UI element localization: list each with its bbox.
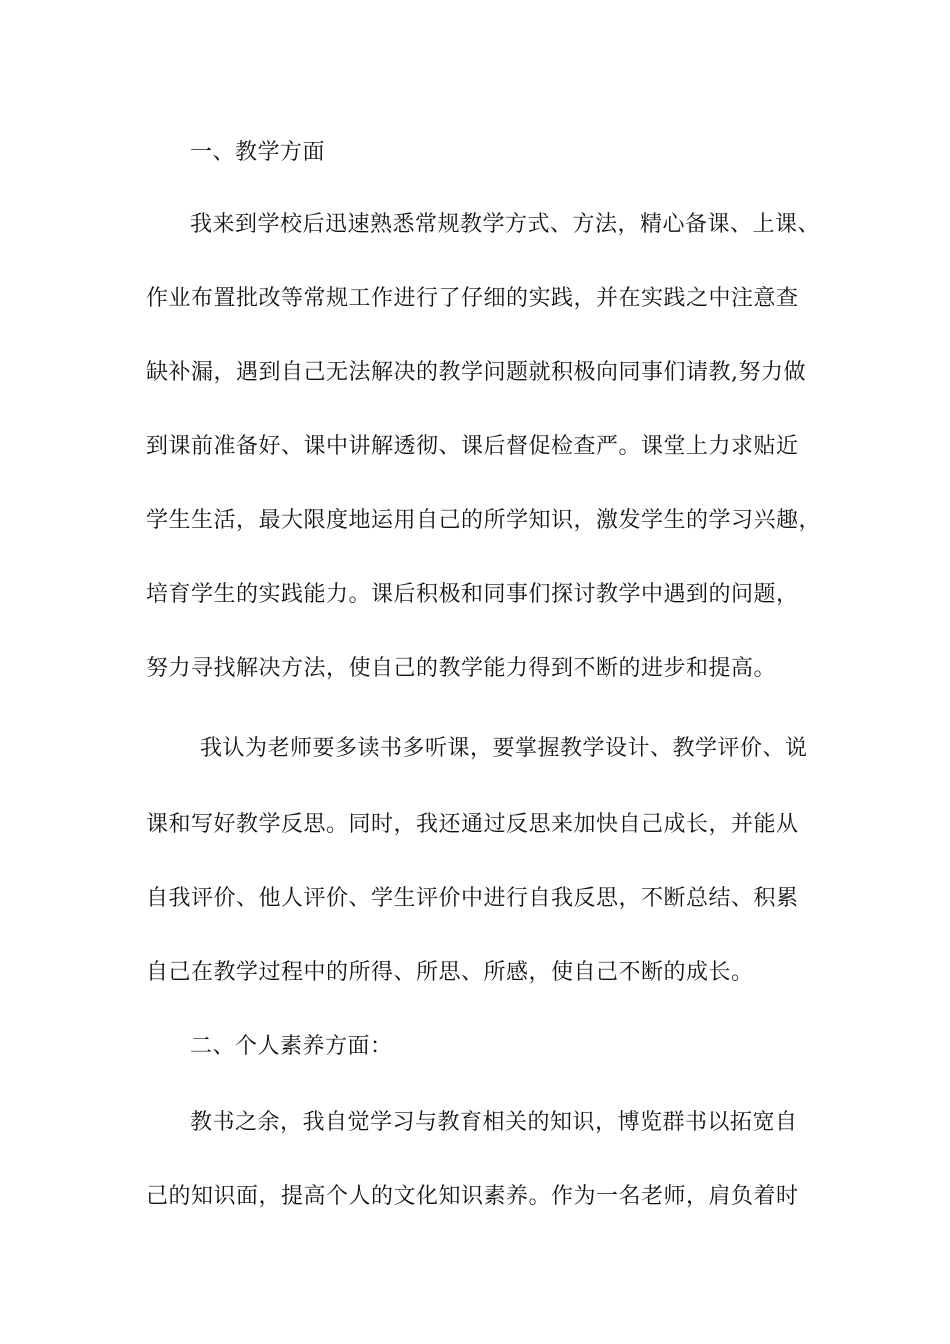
paragraph-line: 培育学生的实践能力。课后积极和同事们探讨教学中遇到的问题， xyxy=(146,582,799,607)
paragraph-line: 我认为老师要多读书多听课，要掌握教学设计、教学评价、说 xyxy=(200,736,808,761)
paragraph-line: 自己在教学过程中的所得、所思、所感，使自己不断的成长。 xyxy=(146,960,754,985)
paragraph-line: 作业布置批改等常规工作进行了仔细的实践，并在实践之中注意查 xyxy=(146,286,799,311)
paragraph-line: 己的知识面，提高个人的文化知识素养。作为一名老师，肩负着时 xyxy=(146,1184,799,1209)
paragraph-line: 教书之余，我自觉学习与教育相关的知识，博览群书以拓宽自 xyxy=(190,1110,798,1135)
paragraph-line: 到课前准备好、课中讲解透彻、课后督促检查严。课堂上力求贴近 xyxy=(146,434,799,459)
paragraph-line: 缺补漏，遇到自己无法解决的教学问题就积极向同事们请教,努力做 xyxy=(146,360,806,385)
paragraph-line: 我来到学校后迅速熟悉常规教学方式、方法，精心备课、上课、 xyxy=(190,212,821,237)
paragraph-line: 自我评价、他人评价、学生评价中进行自我反思，不断总结、积累 xyxy=(146,886,799,911)
section-heading-teaching: 一、教学方面 xyxy=(190,140,326,165)
paragraph-line: 课和写好教学反思。同时，我还通过反思来加快自己成长，并能从 xyxy=(146,812,799,837)
section-heading-personal: 二、个人素养方面： xyxy=(190,1034,393,1059)
paragraph-line: 努力寻找解决方法，使自己的教学能力得到不断的进步和提高。 xyxy=(146,656,777,681)
paragraph-line: 学生生活，最大限度地运用自己的所学知识，激发学生的学习兴趣， xyxy=(146,508,822,533)
